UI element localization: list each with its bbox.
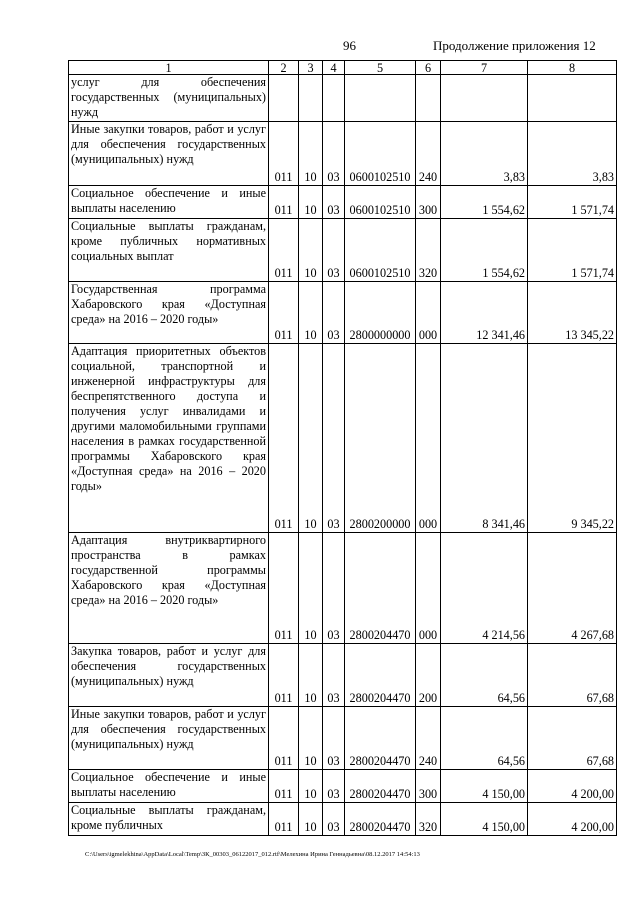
column-header: 5 [345,61,416,75]
amount-col8: 67,68 [528,707,617,770]
column-header: 6 [416,61,441,75]
budget-table [68,60,617,836]
ministry-code [269,75,299,122]
amount-col7: 1 554,62 [441,219,528,282]
amount-col8: 3,83 [528,122,617,186]
column-header: 1 [69,61,269,75]
expense-type-code: 240 [416,122,441,186]
amount-col8: 4 267,68 [528,533,617,644]
subsection-code: 03 [323,219,345,282]
section-code: 10 [299,122,323,186]
expense-name: Адаптация внутриквартирного пространства в рамках государственной программы Хабаровского края «Доступная среда» на 2016 – 2020 годы» [69,533,269,644]
amount-col8: 13 345,22 [528,282,617,344]
section-code: 10 [299,644,323,707]
subsection-code: 03 [323,707,345,770]
ministry-code: 011 [269,344,299,533]
section-code: 10 [299,219,323,282]
target-article-code: 0600102510 [345,122,416,186]
table-row [69,707,617,770]
expense-name: Адаптация приоритетных объектов социальной, транспортной и инженерной инфраструктуры для беспрепятственного доступа и получения услуг инвалидами и другими маломобильными группами населения в рамках государственной программы Хабаровского края «Доступная среда» на 2016 – 2020 годы» [69,344,269,533]
expense-type-code: 240 [416,707,441,770]
ministry-code: 011 [269,533,299,644]
page-number: 96 [343,38,356,53]
section-code: 10 [299,707,323,770]
subsection-code: 03 [323,122,345,186]
subsection-code: 03 [323,344,345,533]
section-code: 10 [299,344,323,533]
subsection-code: 03 [323,644,345,707]
expense-type-code: 000 [416,282,441,344]
table-row [69,344,617,533]
amount-col8: 4 200,00 [528,770,617,803]
column-header: 7 [441,61,528,75]
expense-name: Иные закупки товаров, работ и услуг для обеспечения государственных (муниципальных) нужд [69,122,269,186]
section-code: 10 [299,803,323,836]
expense-type-code: 000 [416,533,441,644]
amount-col8: 9 345,22 [528,344,617,533]
table-row [69,282,617,344]
ministry-code: 011 [269,770,299,803]
table-row [69,533,617,644]
expense-name: Социальные выплаты гражданам, кроме публичных [69,803,269,836]
ministry-code: 011 [269,803,299,836]
subsection-code: 03 [323,533,345,644]
table-row [69,219,617,282]
amount-col7: 1 554,62 [441,186,528,219]
expense-name: Социальное обеспечение и иные выплаты населению [69,770,269,803]
table-row [69,644,617,707]
target-article-code: 2800204470 [345,803,416,836]
amount-col7: 12 341,46 [441,282,528,344]
ministry-code: 011 [269,219,299,282]
ministry-code: 011 [269,707,299,770]
target-article-code: 0600102510 [345,219,416,282]
target-article-code: 0600102510 [345,186,416,219]
appendix-continuation-note: Продолжение приложения 12 [433,38,596,53]
section-code [299,75,323,122]
amount-col7: 64,56 [441,707,528,770]
amount-col7: 4 150,00 [441,803,528,836]
ministry-code: 011 [269,282,299,344]
subsection-code: 03 [323,770,345,803]
expense-type-code: 320 [416,219,441,282]
target-article-code: 2800204470 [345,707,416,770]
table-row [69,186,617,219]
ministry-code: 011 [269,122,299,186]
amount-col8: 67,68 [528,644,617,707]
subsection-code [323,75,345,122]
target-article-code: 2800204470 [345,770,416,803]
ministry-code: 011 [269,186,299,219]
expense-type-code: 320 [416,803,441,836]
column-header: 3 [299,61,323,75]
table-row [69,122,617,186]
expense-name: Закупка товаров, работ и услуг для обеспечения государственных (муниципальных) нужд [69,644,269,707]
amount-col7: 3,83 [441,122,528,186]
expense-name: Социальные выплаты гражданам, кроме публичных нормативных социальных выплат [69,219,269,282]
section-code: 10 [299,186,323,219]
section-code: 10 [299,770,323,803]
amount-col7 [441,75,528,122]
expense-type-code: 300 [416,186,441,219]
amount-col7: 4 150,00 [441,770,528,803]
column-header: 8 [528,61,617,75]
target-article-code: 2800000000 [345,282,416,344]
target-article-code: 2800204470 [345,644,416,707]
expense-type-code: 000 [416,344,441,533]
document-footer-path: C:\Users\igmelekhina\AppData\Local\Temp\ЗК_00303_06122017_012.rtf\Мелехина Ирина Геннадьевна\08.12.2017 14:54:13 [85,851,420,858]
amount-col8: 1 571,74 [528,186,617,219]
amount-col8 [528,75,617,122]
section-code: 10 [299,282,323,344]
section-code: 10 [299,533,323,644]
column-header: 2 [269,61,299,75]
amount-col8: 4 200,00 [528,803,617,836]
expense-name: Иные закупки товаров, работ и услуг для обеспечения государственных (муниципальных) нужд [69,707,269,770]
target-article-code [345,75,416,122]
amount-col7: 4 214,56 [441,533,528,644]
subsection-code: 03 [323,282,345,344]
column-number-row [69,61,617,75]
table-row [69,803,617,836]
expense-type-code: 300 [416,770,441,803]
target-article-code: 2800200000 [345,344,416,533]
table-row [69,75,617,122]
column-header: 4 [323,61,345,75]
target-article-code: 2800204470 [345,533,416,644]
subsection-code: 03 [323,186,345,219]
amount-col7: 8 341,46 [441,344,528,533]
expense-name: услуг для обеспечения государственных (муниципальных) нужд [69,75,269,122]
expense-name: Государственная программа Хабаровского края «Доступная среда» на 2016 – 2020 годы» [69,282,269,344]
table-row [69,770,617,803]
expense-type-code: 200 [416,644,441,707]
ministry-code: 011 [269,644,299,707]
amount-col8: 1 571,74 [528,219,617,282]
subsection-code: 03 [323,803,345,836]
amount-col7: 64,56 [441,644,528,707]
expense-type-code [416,75,441,122]
expense-name: Социальное обеспечение и иные выплаты населению [69,186,269,219]
